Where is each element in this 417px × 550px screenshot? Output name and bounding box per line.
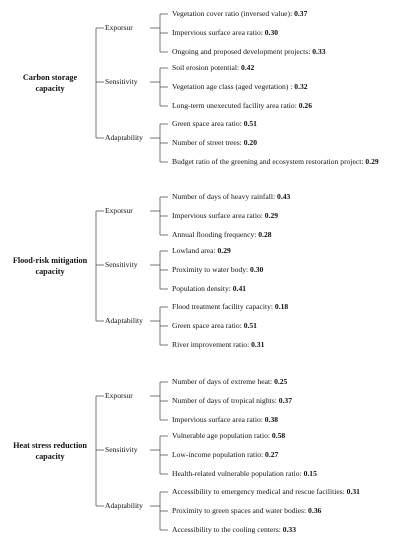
indicator-item: [172, 284, 246, 294]
indicator-text: Flood treatment facility capacity:: [172, 302, 275, 311]
category-label: Adaptability: [105, 133, 143, 142]
indicator-item: [172, 119, 257, 129]
indicator-text: Population density:: [172, 284, 233, 293]
category-label: Adaptability: [105, 501, 143, 510]
indicator-weight: 0.33: [312, 47, 326, 56]
indicator-item: [172, 487, 360, 497]
category-label: Sensitivity: [105, 260, 138, 269]
category-label: Sensitivity: [105, 77, 138, 86]
indicator-text: Proximity to green spaces and water bodies:: [172, 506, 309, 515]
indicator-item: [172, 246, 231, 256]
indicator-item: [172, 192, 290, 202]
indicator-weight: 0.29: [217, 246, 231, 255]
indicator-text: Budget ratio of the greening and ecosystem restoration project:: [172, 157, 366, 166]
indicator-text: Number of street trees:: [172, 138, 244, 147]
indicator-text: River improvement ratio:: [172, 340, 252, 349]
indicator-item: [172, 157, 379, 167]
indicator-item: [172, 506, 321, 516]
indicator-text: Ongoing and proposed development projects:: [172, 47, 313, 56]
category-label: Exporsur: [105, 23, 133, 32]
indicator-weight: 0.58: [271, 431, 286, 440]
indicator-weight: 0.18: [274, 302, 289, 311]
indicator-weight: 0.37: [278, 396, 293, 405]
capacity-name-line1: Flood-risk mitigation: [12, 256, 88, 265]
indicator-weight: 0.27: [265, 450, 279, 459]
indicator-item: [172, 525, 296, 535]
category-label: Adaptability: [105, 316, 143, 325]
indicator-weight: 0.25: [274, 377, 288, 386]
indicator-item: [172, 377, 287, 387]
indicator-weight: 0.37: [294, 9, 308, 18]
capacity-label: [4, 256, 96, 277]
indicator-weight: 0.28: [258, 230, 272, 239]
indicator-text: Health-related vulnerable population ratio:: [172, 469, 304, 478]
indicator-item: [172, 431, 285, 441]
category-label: Exporsur: [105, 206, 133, 215]
indicator-item: [172, 340, 264, 350]
indicator-weight: 0.30: [264, 28, 279, 37]
capacity-name-line1: Heat stress reduction: [13, 441, 87, 450]
indicator-weight: 0.29: [264, 211, 279, 220]
indicator-weight: 0.20: [243, 138, 257, 147]
category-label: Exporsur: [105, 391, 133, 400]
capacity-label: [4, 441, 96, 462]
indicator-weight: 0.51: [243, 119, 257, 128]
indicator-weight: 0.51: [243, 321, 257, 330]
indicator-text: Accessibility to the cooling centers:: [172, 525, 283, 534]
indicator-text: Lowland area:: [172, 246, 218, 255]
indicator-item: [172, 47, 326, 57]
indicator-text: Low-income population ratio:: [172, 450, 266, 459]
capacity-name-line1: Carbon storage: [22, 73, 78, 82]
indicator-item: [172, 63, 254, 73]
indicator-text: Annual flooding frequency:: [172, 230, 259, 239]
indicator-item: [172, 82, 308, 92]
indicator-text: Impervious surface area ratio:: [172, 28, 265, 37]
category-label: Sensitivity: [105, 445, 138, 454]
indicator-weight: 0.33: [282, 525, 297, 534]
indicator-text: Vegetation age class (aged vegetation) :: [172, 82, 295, 91]
indicator-text: Soil erosion potential:: [172, 63, 241, 72]
indicator-text: Vulnerable age population ratio:: [172, 431, 272, 440]
indicator-item: [172, 101, 312, 111]
indicator-weight: 0.38: [264, 415, 279, 424]
indicator-weight: 0.42: [240, 63, 255, 72]
indicator-item: [172, 230, 272, 240]
indicator-weight: 0.41: [232, 284, 247, 293]
indicator-item: [172, 396, 292, 406]
indicator-weight: 0.29: [365, 157, 379, 166]
indicator-weight: 0.15: [303, 469, 317, 478]
indicator-weight: 0.32: [294, 82, 308, 91]
indicator-text: Accessibility to emergency medical and rescue facilities:: [172, 487, 347, 496]
capacity-name-line2: capacity: [35, 266, 65, 276]
indicator-weight: 0.43: [277, 192, 291, 201]
indicator-weight: 0.26: [298, 101, 313, 110]
indicator-weight: 0.36: [308, 506, 322, 515]
indicator-weight: 0.31: [251, 340, 265, 349]
indicator-text: Proximity to water body:: [172, 265, 251, 274]
indicator-text: Green space area ratio:: [172, 119, 244, 128]
indicator-text: Impervious surface area ratio:: [172, 211, 265, 220]
capacity-label: [4, 73, 96, 94]
indicator-weight: 0.30: [250, 265, 264, 274]
indicator-text: Vegetation cover ratio (inversed value):: [172, 9, 295, 18]
indicator-item: [172, 321, 257, 331]
indicator-item: [172, 28, 278, 38]
indicator-item: [172, 469, 317, 479]
indicator-text: Green space area ratio:: [172, 321, 244, 330]
indicator-item: [172, 415, 278, 425]
indicator-weight: 0.31: [346, 487, 360, 496]
indicator-text: Number of days of extreme heat:: [172, 377, 275, 386]
indicator-item: [172, 302, 288, 312]
capacity-name-line2: capacity: [35, 451, 65, 461]
indicator-item: [172, 211, 278, 221]
indicator-text: Number of days of heavy rainfall:: [172, 192, 278, 201]
indicator-item: [172, 138, 257, 148]
capacity-name-line2: capacity: [35, 83, 65, 93]
indicator-item: [172, 265, 263, 275]
indicator-item: [172, 450, 278, 460]
indicator-text: Impervious surface area ratio:: [172, 415, 265, 424]
indicator-text: Long-term unexecuted facility area ratio:: [172, 101, 299, 110]
indicator-text: Number of days of tropical nights:: [172, 396, 279, 405]
indicator-item: [172, 9, 307, 19]
